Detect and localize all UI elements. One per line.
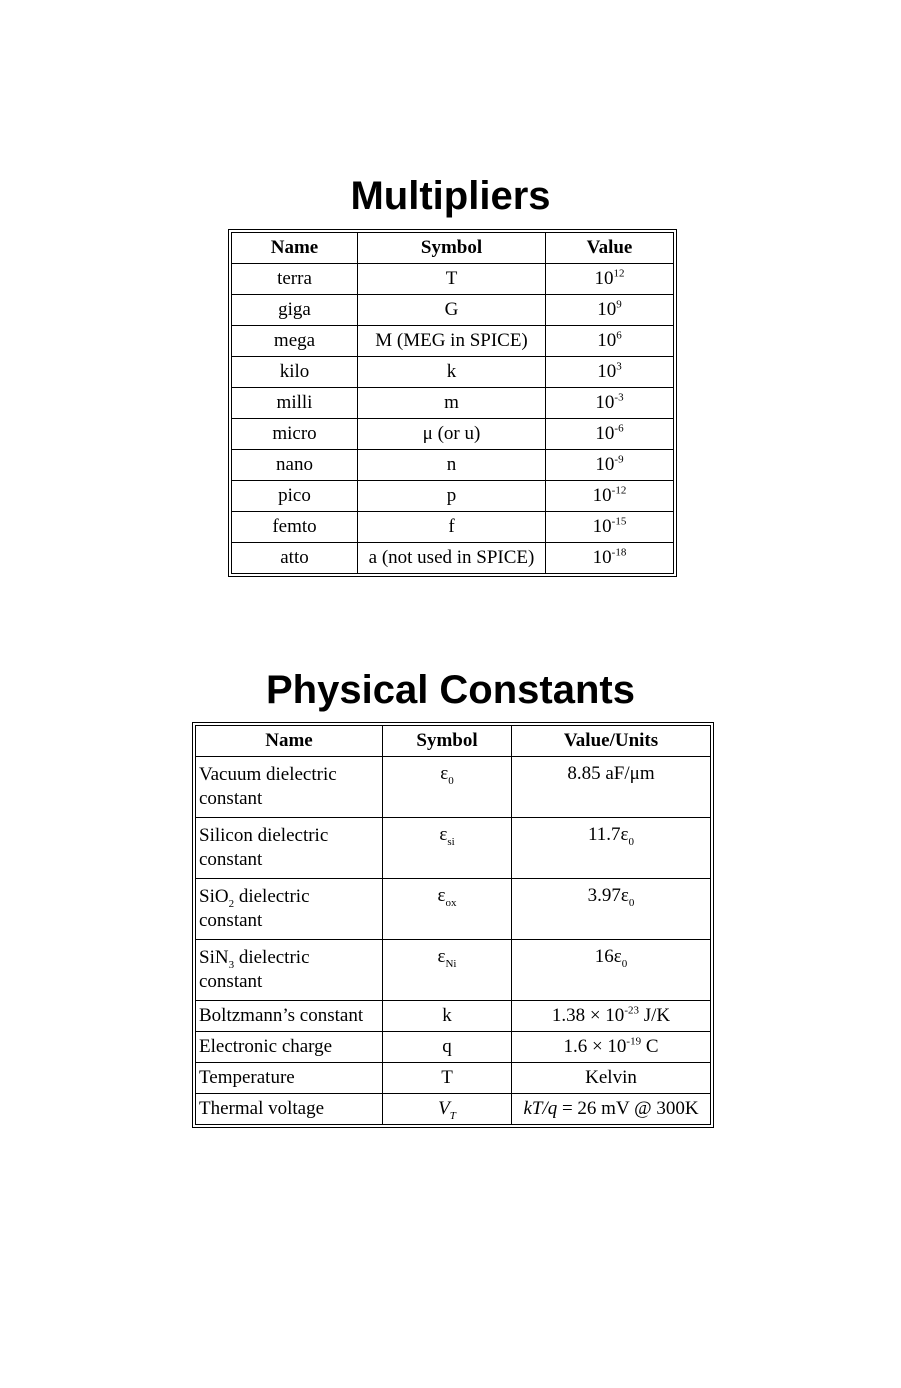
symbol-subscript: si: [447, 835, 455, 848]
value-exponent: 12: [613, 267, 625, 280]
name-text: Silicon dielectric: [199, 825, 329, 846]
cell-value: [512, 1094, 711, 1125]
cell-name: milli: [232, 388, 358, 419]
table-row: [232, 481, 674, 512]
cell-name: [196, 879, 383, 940]
cell-symbol: [383, 757, 512, 818]
value-exponent: 9: [616, 298, 622, 311]
name-text: Boltzmann’s constant: [199, 1005, 364, 1026]
table-row: [232, 388, 674, 419]
name-text: Temperature: [199, 1067, 295, 1088]
symbol-text: V: [438, 1098, 450, 1119]
value-exponent: 6: [616, 329, 622, 342]
table-row: [232, 543, 674, 574]
table-header-row: [232, 233, 674, 264]
symbol-text: ε: [439, 824, 448, 845]
cell-value: [512, 757, 711, 818]
cell-name: terra: [232, 264, 358, 295]
cell-name: [196, 1063, 383, 1094]
value-text: 11.7ε: [587, 824, 629, 845]
cell-value: [512, 940, 711, 1001]
cell-value: [512, 1032, 711, 1063]
value-base: 10: [592, 485, 612, 506]
table-row: [232, 295, 674, 326]
value-exponent: -19: [626, 1035, 642, 1048]
value-text: Kelvin: [585, 1067, 637, 1088]
value-base: 10: [595, 423, 615, 444]
table-row: [232, 357, 674, 388]
table-row: [232, 450, 674, 481]
table-row: [196, 879, 711, 940]
value-base: 10: [592, 516, 612, 537]
name-text: dielectric: [234, 947, 310, 968]
symbol-subscript: ox: [445, 896, 457, 909]
name-text: Vacuum dielectric: [199, 764, 337, 785]
cell-name: [196, 1001, 383, 1032]
cell-name: [196, 818, 383, 879]
value-exponent: -15: [611, 515, 627, 528]
cell-value: [546, 388, 674, 419]
name-text: dielectric: [234, 886, 310, 907]
cell-symbol: [383, 1001, 512, 1032]
symbol-text: ε: [437, 885, 446, 906]
value-text: 16ε: [594, 946, 622, 967]
symbol-subscript: Ni: [445, 957, 457, 970]
cell-symbol: f: [358, 512, 546, 543]
cell-value: [512, 818, 711, 879]
cell-name: mega: [232, 326, 358, 357]
cell-symbol: n: [358, 450, 546, 481]
cell-name: femto: [232, 512, 358, 543]
value-exponent: -6: [614, 422, 624, 435]
name-text-line2: constant: [199, 849, 263, 870]
table-row: [196, 818, 711, 879]
symbol-subscript: T: [449, 1109, 456, 1122]
symbol-subscript: 0: [448, 774, 454, 787]
cell-name: nano: [232, 450, 358, 481]
value-base: 10: [597, 299, 617, 320]
name-text: Electronic charge: [199, 1036, 333, 1057]
cell-name: [196, 757, 383, 818]
name-text: SiN: [199, 947, 229, 968]
symbol-text: k: [442, 1005, 452, 1026]
column-header-value: Value: [546, 233, 674, 264]
value-exponent: -23: [624, 1004, 639, 1017]
column-header-name: Name: [196, 726, 383, 757]
cell-symbol: M (MEG in SPICE): [358, 326, 546, 357]
value-exponent: -18: [611, 546, 627, 559]
value-exponent: -12: [611, 484, 627, 497]
value-subscript: 0: [628, 896, 635, 909]
table-row: [196, 940, 711, 1001]
cell-value: [546, 450, 674, 481]
table-row: [196, 757, 711, 818]
cell-symbol: [383, 1063, 512, 1094]
value-exponent: -3: [614, 391, 624, 404]
cell-symbol: [383, 1032, 512, 1063]
name-text-line2: constant: [199, 788, 263, 809]
value-exponent: -9: [614, 453, 624, 466]
cell-value: [546, 481, 674, 512]
value-subscript: 0: [621, 957, 628, 970]
cell-symbol: [383, 879, 512, 940]
physical-constants-table: [195, 725, 711, 1125]
cell-name: micro: [232, 419, 358, 450]
cell-symbol: [383, 940, 512, 1001]
table-row: [196, 1032, 711, 1063]
name-text-line2: constant: [199, 910, 263, 931]
cell-value: [512, 879, 711, 940]
multipliers-title: Multipliers: [350, 174, 551, 218]
cell-value: [546, 357, 674, 388]
cell-value: [512, 1001, 711, 1032]
cell-value: [546, 264, 674, 295]
value-base: 10: [594, 268, 614, 289]
value-base: 10: [597, 361, 617, 382]
column-header-symbol: Symbol: [383, 726, 512, 757]
cell-symbol: k: [358, 357, 546, 388]
cell-value: [546, 419, 674, 450]
cell-symbol: T: [358, 264, 546, 295]
name-text: Thermal voltage: [199, 1098, 325, 1119]
name-text-line2: constant: [199, 971, 263, 992]
cell-symbol: p: [358, 481, 546, 512]
value-base: 10: [595, 454, 615, 475]
cell-name: [196, 940, 383, 1001]
value-text: 3.97ε: [587, 885, 629, 906]
column-header-name: Name: [232, 233, 358, 264]
physical-constants-title: Physical Constants: [265, 668, 635, 712]
table-row: [232, 419, 674, 450]
name-subscript: 3: [228, 958, 235, 971]
symbol-text: ε: [440, 763, 449, 784]
value-text: 1.6 × 10: [563, 1036, 627, 1057]
value-base: 10: [595, 392, 615, 413]
cell-symbol: μ (or u): [358, 419, 546, 450]
name-text: SiO: [199, 886, 229, 907]
cell-symbol: m: [358, 388, 546, 419]
symbol-text: T: [441, 1067, 453, 1088]
cell-value: [512, 1063, 711, 1094]
cell-symbol: [383, 818, 512, 879]
symbol-text: ε: [437, 946, 446, 967]
value-base: 10: [592, 547, 612, 568]
cell-name: kilo: [232, 357, 358, 388]
table-row: [232, 512, 674, 543]
cell-name: atto: [232, 543, 358, 574]
cell-name: pico: [232, 481, 358, 512]
cell-value: [546, 295, 674, 326]
table-row: [196, 1094, 711, 1125]
cell-value: [546, 512, 674, 543]
cell-symbol: [383, 1094, 512, 1125]
table-header-row: [196, 726, 711, 757]
physical-constants-table-frame: [192, 722, 714, 1128]
table-row: [232, 264, 674, 295]
cell-name: giga: [232, 295, 358, 326]
value-text: C: [641, 1036, 659, 1057]
value-base: 10: [597, 330, 617, 351]
table-row: [196, 1001, 711, 1032]
multipliers-table: [231, 232, 674, 574]
multipliers-table-frame: [228, 229, 677, 577]
cell-symbol: a (not used in SPICE): [358, 543, 546, 574]
value-text: 8.85 aF/μm: [567, 763, 655, 784]
value-text: = 26 mV @ 300K: [557, 1098, 699, 1119]
cell-value: [546, 543, 674, 574]
value-text-italic: kT/q: [523, 1098, 558, 1119]
cell-value: [546, 326, 674, 357]
cell-name: [196, 1032, 383, 1063]
cell-symbol: G: [358, 295, 546, 326]
table-row: [232, 326, 674, 357]
name-subscript: 2: [228, 897, 235, 910]
table-row: [196, 1063, 711, 1094]
value-text: J/K: [638, 1005, 671, 1026]
value-subscript: 0: [628, 835, 635, 848]
symbol-text: q: [442, 1036, 452, 1057]
column-header-value-units: Value/Units: [512, 726, 711, 757]
column-header-symbol: Symbol: [358, 233, 546, 264]
cell-name: [196, 1094, 383, 1125]
value-exponent: 3: [616, 360, 622, 373]
value-text: 1.38 × 10: [551, 1005, 625, 1026]
